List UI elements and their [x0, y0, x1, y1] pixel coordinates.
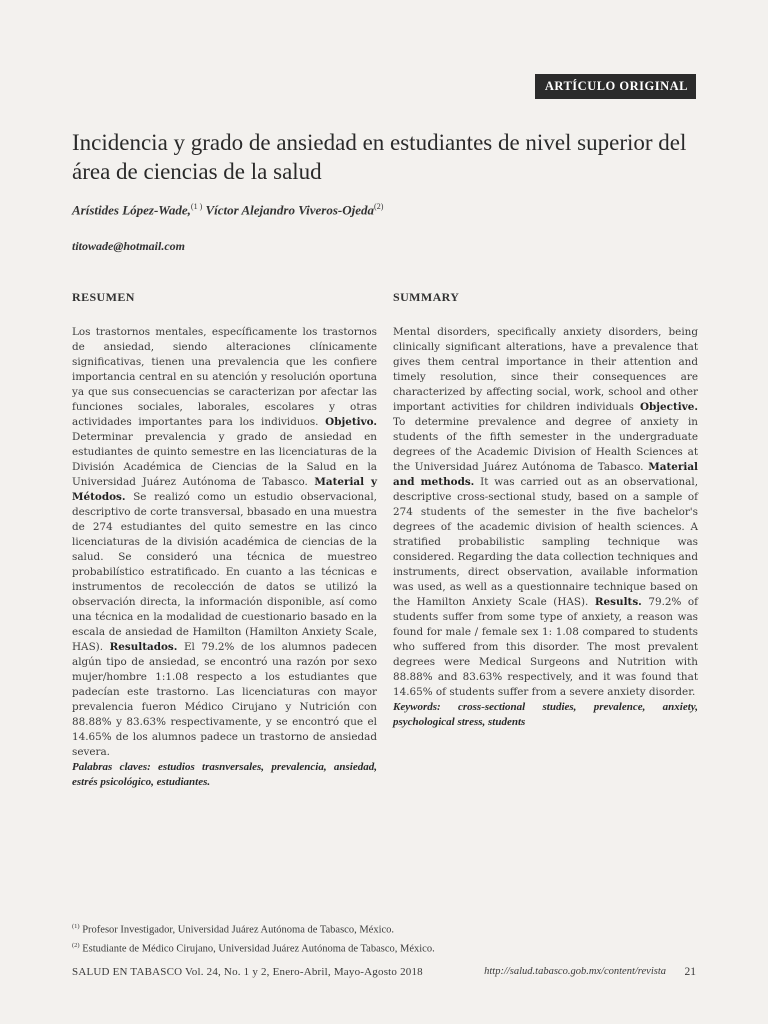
article-title: Incidencia y grado de ansiedad en estudiantes de nivel superior del área de ciencias de la salud — [72, 130, 687, 184]
journal-url[interactable]: http://salud.tabasco.gob.mx/content/revista — [484, 966, 666, 977]
material-label: Material y Métodos. — [72, 476, 377, 503]
methods-text: It was carried out as an observational, descriptive cross-sectional study, based on a sample of 274 students of the semester in the five bachelor's degrees of the academic division of health sciences. A stratified probabilistic sampling technique was considered. Regarding the data collection techniques and instruments, direct observation, available information was used, as well as a questionnaire technique based on the Hamilton Anxiety Scale (HAS). — [393, 476, 698, 608]
footnote-text: Estudiante de Médico Cirujano, Universidad Juárez Autónoma de Tabasco, México. — [79, 943, 435, 954]
resumen-section — [72, 290, 377, 790]
contact-email[interactable]: titowade@hotmail.com — [72, 239, 185, 253]
footnote — [72, 919, 702, 938]
author-line — [72, 202, 702, 218]
material-text: Se realizó como un estudio observacional, descriptivo de corte transversal, bbasado en una muestra de 274 estudiantes del quito semestre en las cinco licenciaturas de la división académica de ciencias de la salud. Se consideró una técnica de muestreo probabilístico estratificado. En cuanto a las técnicas e instrumentos de recolección de datos se utilizó la observación directa, la información disponible, así como una técnica en la modalidad de cuestionario basado en la escala de ansiedad de Hamilton (Hamilton Anxiety Scale, HAS). — [72, 491, 377, 653]
objective-label: Objective. — [639, 401, 698, 413]
objetivo-text: Determinar prevalencia y grado de ansiedad en estudiantes de quinto semestre en las licenciaturas de la División Académica de Ciencias de la Salud en la Universidad Juárez Autónoma de Tabasco. — [72, 431, 377, 488]
resumen-intro: Los trastornos mentales, específicamente los trastornos de ansiedad, siendo alteraciones clínicamente significativas, tienen una prevalencia que les confiere importancia central en su atención y resolución oportuna ya que sus consecuencias se caracterizan por afectar las funciones sociales, laborales, escolares y otras actividades importantes para los individuos. — [72, 326, 377, 428]
resumen-heading: RESUMEN — [72, 290, 135, 304]
resultados-label: Resultados. — [109, 641, 178, 653]
palabras-claves: Palabras claves: estudios trasnversales, prevalencia, ansiedad, estrés psicológico, estudiantes. — [72, 761, 377, 788]
summary-body — [393, 325, 698, 700]
summary-heading: SUMMARY — [393, 290, 460, 304]
summary-intro: Mental disorders, specifically anxiety disorders, being clinically significant alterations, have a prevalence that gives them central importance in their attention and timely resolution, since their consequences are characterized by affecting social, work, school and other important activities for children individuals — [393, 326, 698, 413]
footnotes — [72, 919, 702, 956]
page-number: 21 — [684, 966, 696, 978]
resultados-text: El 79.2% de los alumnos padecen algún tipo de ansiedad, se encontró una razón por sexo mujer/hombre 1:1.08 respecto a los estudiantes que padecían este trastorno. Las licenciaturas con mayor prevalencia fueron Médico Cirujano y Nutrición con 88.88% y 83.63% respectivamente, y se encontró que el 14.65% de los alumnos padece un trastorno de ansiedad severa. — [72, 641, 377, 758]
resumen-body — [72, 325, 377, 760]
objetivo-label: Objetivo. — [325, 416, 377, 428]
footnote-text: Profesor Investigador, Universidad Juárez Autónoma de Tabasco, México. — [79, 924, 395, 936]
results-label: Results. — [594, 596, 642, 608]
keywords: Keywords: cross-sectional studies, prevalence, anxiety, psychological stress, students — [393, 701, 698, 728]
author-name: Víctor Alejandro Viveros-Ojeda — [202, 202, 375, 218]
affiliation-mark: (1 ) — [190, 202, 203, 211]
affiliation-mark: (2) — [374, 202, 384, 211]
article-type-badge: ARTÍCULO ORIGINAL — [535, 74, 696, 99]
footnote-mark: (1) — [72, 923, 80, 930]
footnote — [72, 938, 702, 957]
methods-label: Material and methods. — [393, 461, 698, 488]
author-name: Arístides López-Wade, — [72, 202, 191, 218]
summary-section — [393, 290, 698, 730]
objective-text: To determine prevalence and degree of anxiety in students of the fifth semester in the undergraduate degrees of the Academic Division of Health Sciences at the Universidad Juárez Autónoma de Tabasco. — [393, 416, 698, 473]
footnote-mark: (2) — [72, 941, 80, 949]
results-text: 79.2% of students suffer from some type of anxiety, a reason was found for male / female sex 1: 1.08 compared to students who suffered from this disorder. The most prevalent degrees were Medical Surgeons and Nutrition with 88.88% and 83.63% respectively, and it was found that 14.65% of students suffer from a severe anxiety disorder. — [393, 596, 699, 698]
journal-citation: SALUD EN TABASCO Vol. 24, No. 1 y 2, Enero-Abril, Mayo-Agosto 2018 — [72, 966, 423, 978]
